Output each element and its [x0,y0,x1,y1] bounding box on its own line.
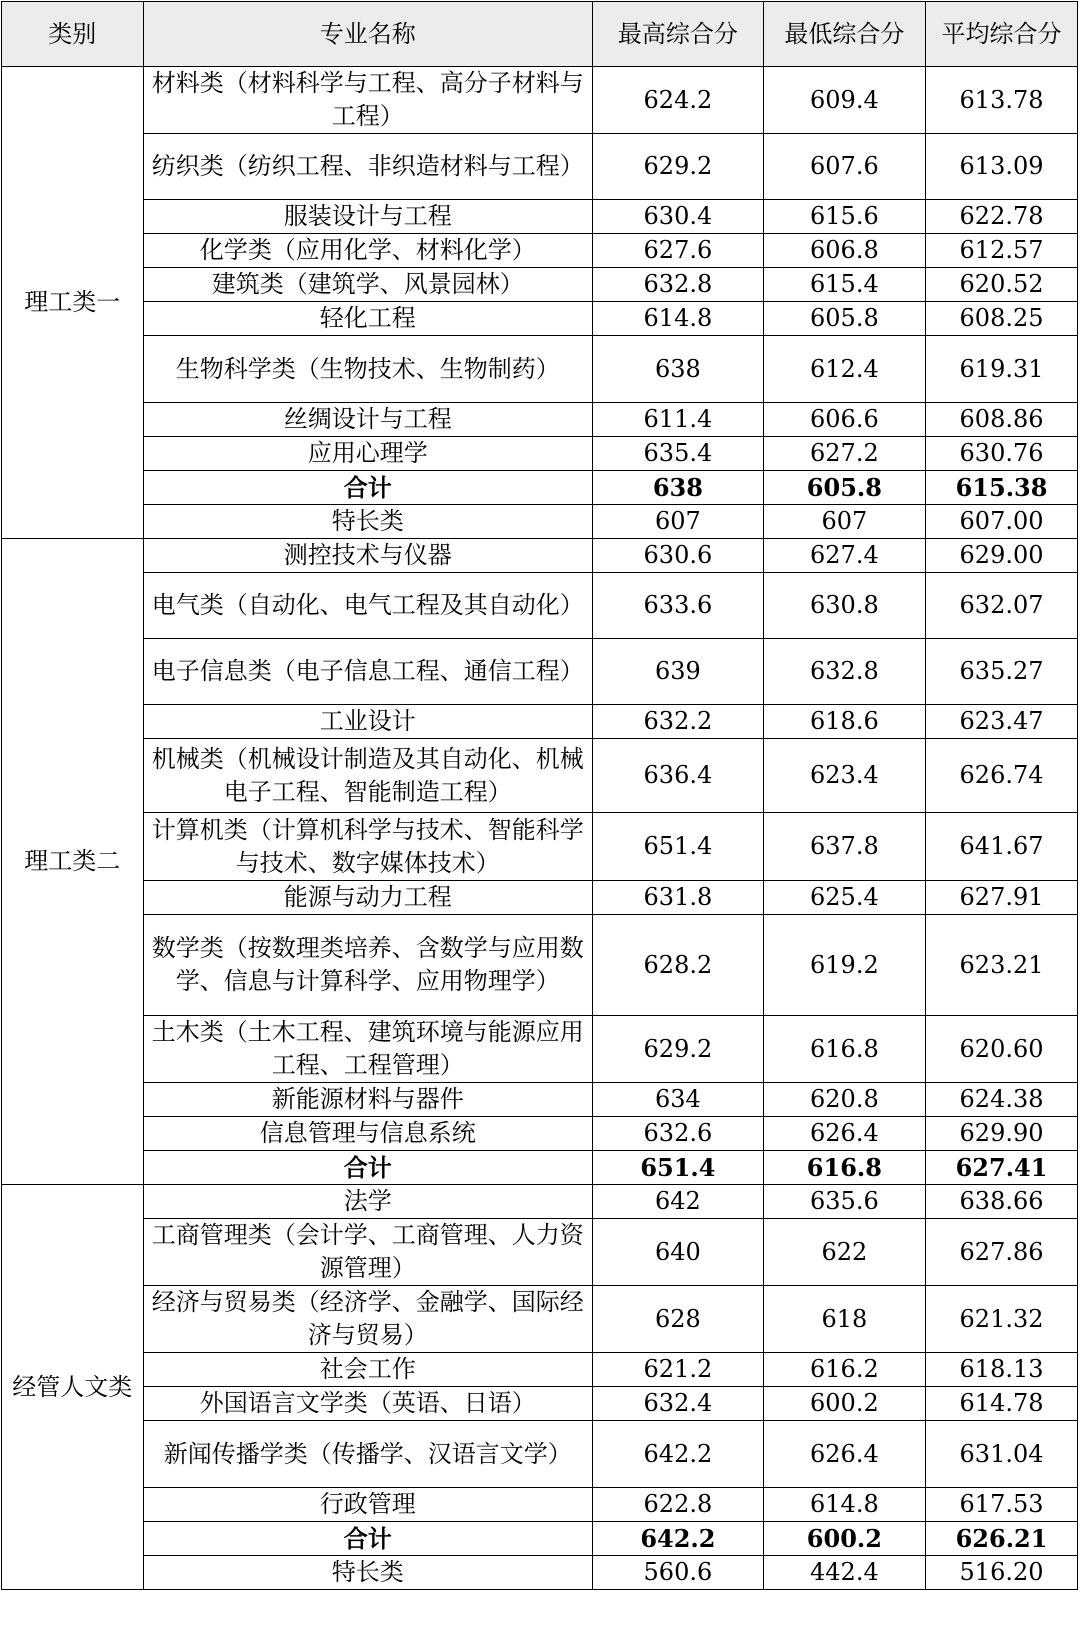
avg-score-cell: 608.86 [926,403,1078,437]
category-cell: 理工类一 [2,67,144,539]
table-body [2,67,1078,1590]
max-score-cell: 629.2 [593,134,764,200]
total-row [2,1151,1078,1185]
table-row [2,739,1078,813]
major-name-cell: 电气类（自动化、电气工程及其自动化） [143,573,593,639]
table-row [2,705,1078,739]
min-score-cell: 625.4 [763,881,925,915]
avg-score-cell: 632.07 [926,573,1078,639]
table-row [2,1185,1078,1219]
max-score-cell: 639 [593,639,764,705]
major-name-cell: 服装设计与工程 [143,200,593,234]
min-score-cell: 627.4 [763,539,925,573]
table-row [2,1286,1078,1353]
avg-score-cell: 630.76 [926,437,1078,471]
table-row [2,1488,1078,1522]
avg-score-cell: 623.47 [926,705,1078,739]
max-score-cell: 632.4 [593,1387,764,1421]
min-score-cell: 618 [763,1286,925,1353]
max-score-cell: 624.2 [593,67,764,134]
min-score-cell: 616.8 [763,1151,925,1185]
major-name-cell: 外国语言文学类（英语、日语） [143,1387,593,1421]
max-score-cell: 614.8 [593,302,764,336]
major-name-cell: 社会工作 [143,1353,593,1387]
table-row [2,639,1078,705]
table-row [2,573,1078,639]
max-score-cell: 622.8 [593,1488,764,1522]
avg-score-cell: 618.13 [926,1353,1078,1387]
max-score-cell: 632.2 [593,705,764,739]
avg-score-cell: 641.67 [926,813,1078,881]
table-row [2,881,1078,915]
min-score-cell: 606.6 [763,403,925,437]
max-score-cell: 634 [593,1083,764,1117]
table-row [2,1016,1078,1083]
avg-score-cell: 615.38 [926,471,1078,505]
max-score-cell: 651.4 [593,813,764,881]
major-name-cell: 机械类（机械设计制造及其自动化、机械电子工程、智能制造工程） [143,739,593,813]
avg-score-cell: 620.60 [926,1016,1078,1083]
max-score-cell: 627.6 [593,234,764,268]
major-name-cell: 材料类（材料科学与工程、高分子材料与工程） [143,67,593,134]
min-score-cell: 606.8 [763,234,925,268]
avg-score-cell: 627.86 [926,1219,1078,1286]
table-row [2,915,1078,1016]
table-row [2,200,1078,234]
avg-score-cell: 631.04 [926,1421,1078,1488]
max-score-cell: 642.2 [593,1522,764,1556]
major-name-cell: 土木类（土木工程、建筑环境与能源应用工程、工程管理） [143,1016,593,1083]
max-score-cell: 632.6 [593,1117,764,1151]
avg-score-cell: 638.66 [926,1185,1078,1219]
min-score-cell: 618.6 [763,705,925,739]
min-score-cell: 627.2 [763,437,925,471]
major-name-cell: 生物科学类（生物技术、生物制药） [143,336,593,403]
avg-score-cell: 621.32 [926,1286,1078,1353]
table-row [2,539,1078,573]
major-name-cell: 合计 [143,1522,593,1556]
major-name-cell: 特长类 [143,1556,593,1590]
avg-score-cell: 627.91 [926,881,1078,915]
max-score-cell: 640 [593,1219,764,1286]
min-score-cell: 632.8 [763,639,925,705]
table-row [2,268,1078,302]
avg-score-cell: 613.09 [926,134,1078,200]
major-name-cell: 行政管理 [143,1488,593,1522]
min-score-cell: 600.2 [763,1387,925,1421]
min-score-cell: 630.8 [763,573,925,639]
min-score-cell: 607 [763,505,925,539]
min-score-cell: 619.2 [763,915,925,1016]
table-row [2,1421,1078,1488]
max-score-cell: 631.8 [593,881,764,915]
header-row [2,2,1078,67]
major-name-cell: 丝绸设计与工程 [143,403,593,437]
table-row [2,1387,1078,1421]
min-score-cell: 626.4 [763,1117,925,1151]
major-name-cell: 工业设计 [143,705,593,739]
max-score-cell: 642.2 [593,1421,764,1488]
max-score-cell: 642 [593,1185,764,1219]
max-score-cell: 638 [593,471,764,505]
header-category: 类别 [2,2,144,67]
major-name-cell: 数学类（按数理类培养、含数学与应用数学、信息与计算科学、应用物理学） [143,915,593,1016]
table-row [2,302,1078,336]
major-name-cell: 化学类（应用化学、材料化学） [143,234,593,268]
major-name-cell: 建筑类（建筑学、风景园林） [143,268,593,302]
max-score-cell: 630.6 [593,539,764,573]
max-score-cell: 630.4 [593,200,764,234]
min-score-cell: 626.4 [763,1421,925,1488]
min-score-cell: 620.8 [763,1083,925,1117]
major-name-cell: 轻化工程 [143,302,593,336]
max-score-cell: 629.2 [593,1016,764,1083]
min-score-cell: 616.8 [763,1016,925,1083]
avg-score-cell: 607.00 [926,505,1078,539]
table-row [2,1219,1078,1286]
max-score-cell: 632.8 [593,268,764,302]
header-major-name: 专业名称 [143,2,593,67]
avg-score-cell: 516.20 [926,1556,1078,1590]
min-score-cell: 615.6 [763,200,925,234]
major-name-cell: 法学 [143,1185,593,1219]
major-name-cell: 合计 [143,471,593,505]
min-score-cell: 637.8 [763,813,925,881]
min-score-cell: 607.6 [763,134,925,200]
table-row [2,1556,1078,1590]
major-name-cell: 测控技术与仪器 [143,539,593,573]
header-max-score: 最高综合分 [593,2,764,67]
avg-score-cell: 613.78 [926,67,1078,134]
avg-score-cell: 627.41 [926,1151,1078,1185]
max-score-cell: 607 [593,505,764,539]
avg-score-cell: 626.74 [926,739,1078,813]
max-score-cell: 636.4 [593,739,764,813]
avg-score-cell: 614.78 [926,1387,1078,1421]
avg-score-cell: 626.21 [926,1522,1078,1556]
max-score-cell: 621.2 [593,1353,764,1387]
table-row [2,403,1078,437]
table-row [2,1353,1078,1387]
major-name-cell: 工商管理类（会计学、工商管理、人力资源管理） [143,1219,593,1286]
min-score-cell: 623.4 [763,739,925,813]
total-row [2,471,1078,505]
min-score-cell: 442.4 [763,1556,925,1590]
table-row [2,813,1078,881]
major-name-cell: 经济与贸易类（经济学、金融学、国际经济与贸易） [143,1286,593,1353]
major-name-cell: 能源与动力工程 [143,881,593,915]
min-score-cell: 635.6 [763,1185,925,1219]
max-score-cell: 611.4 [593,403,764,437]
max-score-cell: 628 [593,1286,764,1353]
avg-score-cell: 624.38 [926,1083,1078,1117]
table-row [2,234,1078,268]
table-row [2,336,1078,403]
major-name-cell: 计算机类（计算机科学与技术、智能科学与技术、数字媒体技术） [143,813,593,881]
avg-score-cell: 619.31 [926,336,1078,403]
avg-score-cell: 612.57 [926,234,1078,268]
avg-score-cell: 623.21 [926,915,1078,1016]
table-row [2,134,1078,200]
header-min-score: 最低综合分 [763,2,925,67]
header-avg-score: 平均综合分 [926,2,1078,67]
avg-score-cell: 629.90 [926,1117,1078,1151]
table-row [2,437,1078,471]
min-score-cell: 612.4 [763,336,925,403]
category-cell: 理工类二 [2,539,144,1185]
total-row [2,1522,1078,1556]
score-table [1,1,1078,1590]
min-score-cell: 605.8 [763,471,925,505]
max-score-cell: 651.4 [593,1151,764,1185]
avg-score-cell: 608.25 [926,302,1078,336]
min-score-cell: 615.4 [763,268,925,302]
min-score-cell: 609.4 [763,67,925,134]
avg-score-cell: 635.27 [926,639,1078,705]
table-row [2,1117,1078,1151]
max-score-cell: 628.2 [593,915,764,1016]
avg-score-cell: 620.52 [926,268,1078,302]
category-cell: 经管人文类 [2,1185,144,1590]
min-score-cell: 622 [763,1219,925,1286]
avg-score-cell: 622.78 [926,200,1078,234]
min-score-cell: 614.8 [763,1488,925,1522]
major-name-cell: 新闻传播学类（传播学、汉语言文学） [143,1421,593,1488]
major-name-cell: 特长类 [143,505,593,539]
major-name-cell: 电子信息类（电子信息工程、通信工程） [143,639,593,705]
avg-score-cell: 617.53 [926,1488,1078,1522]
min-score-cell: 600.2 [763,1522,925,1556]
max-score-cell: 635.4 [593,437,764,471]
major-name-cell: 新能源材料与器件 [143,1083,593,1117]
min-score-cell: 616.2 [763,1353,925,1387]
min-score-cell: 605.8 [763,302,925,336]
avg-score-cell: 629.00 [926,539,1078,573]
major-name-cell: 纺织类（纺织工程、非织造材料与工程） [143,134,593,200]
max-score-cell: 638 [593,336,764,403]
max-score-cell: 560.6 [593,1556,764,1590]
major-name-cell: 应用心理学 [143,437,593,471]
max-score-cell: 633.6 [593,573,764,639]
major-name-cell: 合计 [143,1151,593,1185]
major-name-cell: 信息管理与信息系统 [143,1117,593,1151]
table-row [2,1083,1078,1117]
table-row [2,505,1078,539]
table-row [2,67,1078,134]
